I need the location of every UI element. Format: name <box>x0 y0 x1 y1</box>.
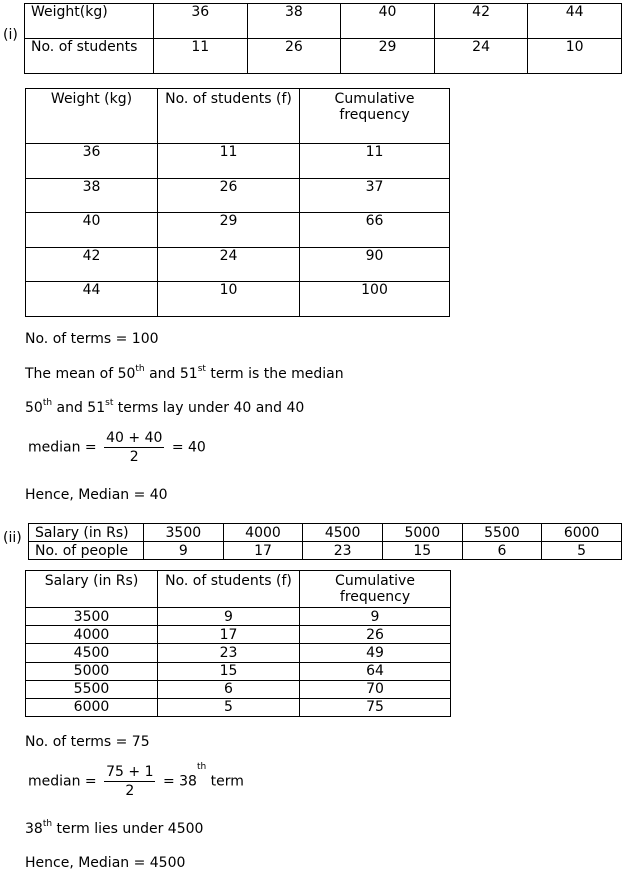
part-ii-label: (ii) <box>3 530 22 546</box>
terms-lay-statement <box>25 400 304 416</box>
median-formula <box>28 764 244 799</box>
table-cell: 49 <box>300 644 451 662</box>
table-cell: 17 <box>158 626 300 644</box>
table-cell: 6 <box>158 680 300 698</box>
text: term <box>206 773 244 790</box>
table-cell: 10 <box>158 282 300 317</box>
salary-value: 3500 <box>144 524 224 542</box>
table-cell: 26 <box>158 179 300 213</box>
table-cell: 9 <box>300 608 451 626</box>
table-cell: 38 <box>26 179 158 213</box>
table-cell: 5000 <box>26 662 158 680</box>
given-table-salaries <box>28 523 622 560</box>
table-cell: 44 <box>26 282 158 317</box>
numerator: 75 + 1 <box>106 764 154 780</box>
text: terms lay under 40 and 40 <box>113 400 305 416</box>
hence-median-text: Hence, Median = 4500 <box>25 855 186 871</box>
text: The mean of 50 <box>25 366 136 382</box>
people-count: 6 <box>462 542 542 560</box>
superscript: th <box>42 398 53 408</box>
row-header-people: No. of people <box>29 542 144 560</box>
superscript: th <box>196 762 207 772</box>
table-cell: 6000 <box>26 698 158 716</box>
median-result: = 38 <box>162 773 197 790</box>
row-header-students: No. of students <box>25 39 154 74</box>
mean-statement <box>25 366 344 382</box>
table-cell: 26 <box>300 626 451 644</box>
row-header-salary: Salary (in Rs) <box>29 524 144 542</box>
cumulative-frequency-table-weights <box>25 88 450 317</box>
student-count: 24 <box>434 39 528 74</box>
weight-value: 40 <box>341 4 435 39</box>
term-lies-statement <box>25 821 203 837</box>
text: and 51 <box>52 400 106 416</box>
median-label: median = <box>28 439 97 456</box>
superscript: st <box>197 364 206 374</box>
student-count: 11 <box>154 39 248 74</box>
weight-value: 36 <box>154 4 248 39</box>
table-cell: 75 <box>300 698 451 716</box>
table-cell: 42 <box>26 248 158 282</box>
col-header-salary: Salary (in Rs) <box>26 571 158 608</box>
table-cell: 4000 <box>26 626 158 644</box>
weight-value: 44 <box>528 4 622 39</box>
people-count: 17 <box>223 542 303 560</box>
table-cell: 11 <box>158 144 300 179</box>
superscript: th <box>135 364 145 374</box>
row-header-weight: Weight(kg) <box>25 4 154 39</box>
table-cell: 90 <box>300 248 450 282</box>
hence-median-text: Hence, Median = 40 <box>25 487 168 503</box>
denominator: 2 <box>129 449 139 465</box>
col-header-students: No. of students (f) <box>158 571 300 608</box>
text: 50 <box>25 400 43 416</box>
text: term lies under 4500 <box>52 821 204 837</box>
table-cell: 66 <box>300 213 450 248</box>
table-cell: 23 <box>158 644 300 662</box>
salary-value: 4500 <box>303 524 383 542</box>
median-label: median = <box>28 773 97 790</box>
median-result: = 40 <box>171 439 206 456</box>
people-count: 9 <box>144 542 224 560</box>
part-i-label: (i) <box>3 27 18 43</box>
cumulative-frequency-table-salaries <box>25 570 451 717</box>
superscript: th <box>42 819 53 829</box>
table-cell: 24 <box>158 248 300 282</box>
fraction <box>104 430 164 465</box>
salary-value: 5000 <box>382 524 462 542</box>
weight-value: 38 <box>247 4 341 39</box>
table-cell: 36 <box>26 144 158 179</box>
table-cell: 37 <box>300 179 450 213</box>
table-cell: 64 <box>300 662 451 680</box>
salary-value: 6000 <box>542 524 622 542</box>
col-header-weight: Weight (kg) <box>26 89 158 144</box>
number-of-terms-text: No. of terms = 75 <box>25 734 150 750</box>
student-count: 10 <box>528 39 622 74</box>
weight-value: 42 <box>434 4 528 39</box>
table-cell: 70 <box>300 680 451 698</box>
table-cell: 11 <box>300 144 450 179</box>
denominator: 2 <box>125 783 135 799</box>
table-cell: 9 <box>158 608 300 626</box>
number-of-terms-text: No. of terms = 100 <box>25 331 159 347</box>
salary-value: 4000 <box>223 524 303 542</box>
table-cell: 4500 <box>26 644 158 662</box>
superscript: st <box>105 398 114 408</box>
table-cell: 3500 <box>26 608 158 626</box>
numerator: 40 + 40 <box>106 430 163 446</box>
people-count: 23 <box>303 542 383 560</box>
table-cell: 5 <box>158 698 300 716</box>
people-count: 5 <box>542 542 622 560</box>
table-cell: 15 <box>158 662 300 680</box>
table-cell: 40 <box>26 213 158 248</box>
col-header-cumulative: Cumulative frequency <box>300 89 450 144</box>
table-cell: 29 <box>158 213 300 248</box>
table-cell: 100 <box>300 282 450 317</box>
table-cell: 5500 <box>26 680 158 698</box>
salary-value: 5500 <box>462 524 542 542</box>
fraction <box>104 764 155 799</box>
student-count: 29 <box>341 39 435 74</box>
people-count: 15 <box>382 542 462 560</box>
given-table-weights <box>24 3 622 74</box>
text: term is the median <box>205 366 344 382</box>
median-formula <box>28 430 206 465</box>
student-count: 26 <box>247 39 341 74</box>
col-header-cumulative: Cumulative frequency <box>300 571 451 608</box>
text: 38 <box>25 821 43 837</box>
col-header-students: No. of students (f) <box>158 89 300 144</box>
text: and 51 <box>144 366 198 382</box>
